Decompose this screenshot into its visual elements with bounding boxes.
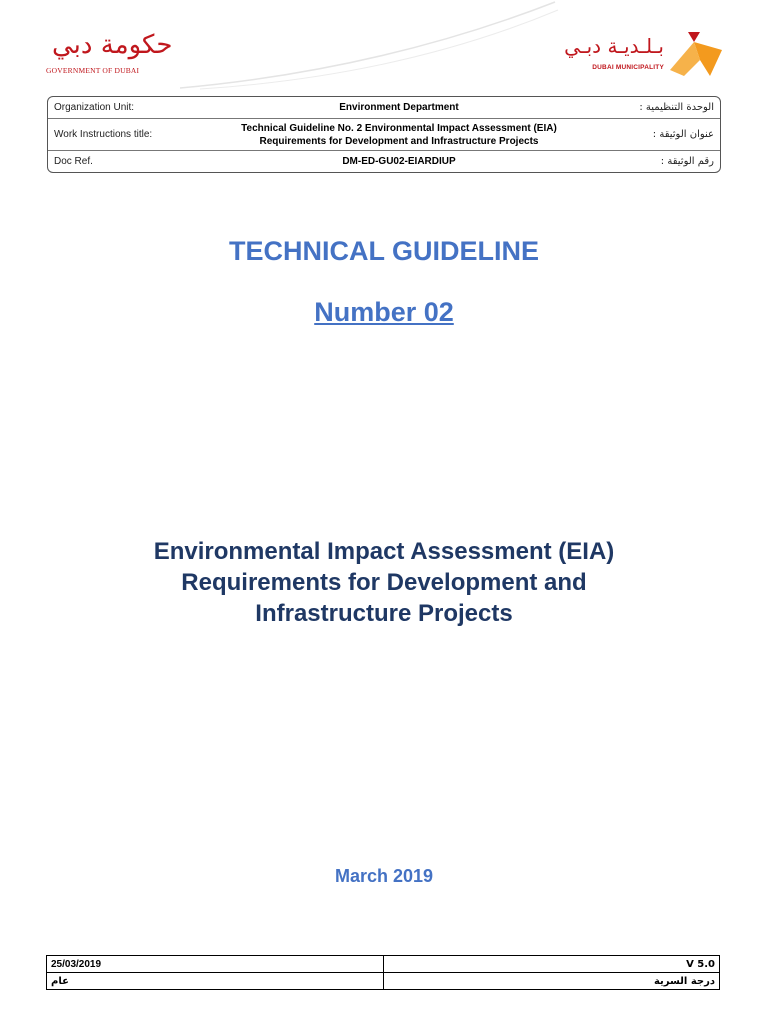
document-meta-table — [47, 96, 721, 173]
title-value — [210, 120, 588, 150]
meta-row-docref — [48, 150, 720, 172]
publication-date: March 2019 — [334, 866, 434, 886]
title-label-ar: عنوان الوثيقة : — [652, 129, 714, 140]
dm-logo-arabic: بـلـديـة دبـي — [564, 34, 664, 58]
ref-label-ar: رقم الوثيقة : — [660, 156, 714, 167]
footer-row-version — [47, 956, 720, 973]
meta-row-title — [48, 118, 720, 150]
subtitle-line-3: Infrastructure Projects — [255, 600, 513, 627]
decorative-swoosh — [180, 0, 560, 90]
footer-row-classification — [47, 973, 720, 990]
dubai-municipality-logo — [564, 30, 726, 80]
subtitle-line-1: Environmental Impact Assessment (EIA) — [153, 538, 615, 565]
ref-label-en: Doc Ref. — [54, 156, 93, 167]
guideline-number: Number 02 — [314, 297, 454, 327]
title-label-en: Work Instructions title: — [54, 129, 153, 140]
footer-classification-label: درجة السرية — [383, 973, 720, 990]
meta-row-organization — [48, 97, 720, 118]
gov-logo-english: GOVERNMENT OF DUBAI — [46, 66, 140, 75]
government-of-dubai-logo — [42, 30, 173, 80]
org-label-en: Organization Unit: — [54, 102, 135, 113]
document-heading: TECHNICAL GUIDELINE — [228, 236, 539, 266]
title-value-line-2: Requirements for Development and Infrastructure Projects — [259, 135, 539, 147]
gov-logo-arabic: حكومة دبي — [52, 30, 173, 60]
dm-logo-english: DUBAI MUNICIPALITY — [592, 64, 664, 71]
org-value: Environment Department — [339, 102, 459, 113]
footer-classification: عام — [47, 973, 384, 990]
org-label-ar: الوحدة التنظيمية : — [639, 102, 714, 113]
footer-date: 25/03/2019 — [47, 956, 384, 973]
subtitle-line-2: Requirements for Development and — [181, 569, 587, 596]
dm-emblem-icon — [670, 30, 722, 76]
document-subtitle — [0, 536, 768, 629]
title-value-line-1: Technical Guideline No. 2 Environmental Impact Assessment (EIA) — [241, 122, 557, 134]
footer-table — [46, 955, 720, 990]
ref-value: DM-ED-GU02-EIARDIUP — [342, 156, 456, 167]
footer-version: V 5.0 — [383, 956, 720, 973]
